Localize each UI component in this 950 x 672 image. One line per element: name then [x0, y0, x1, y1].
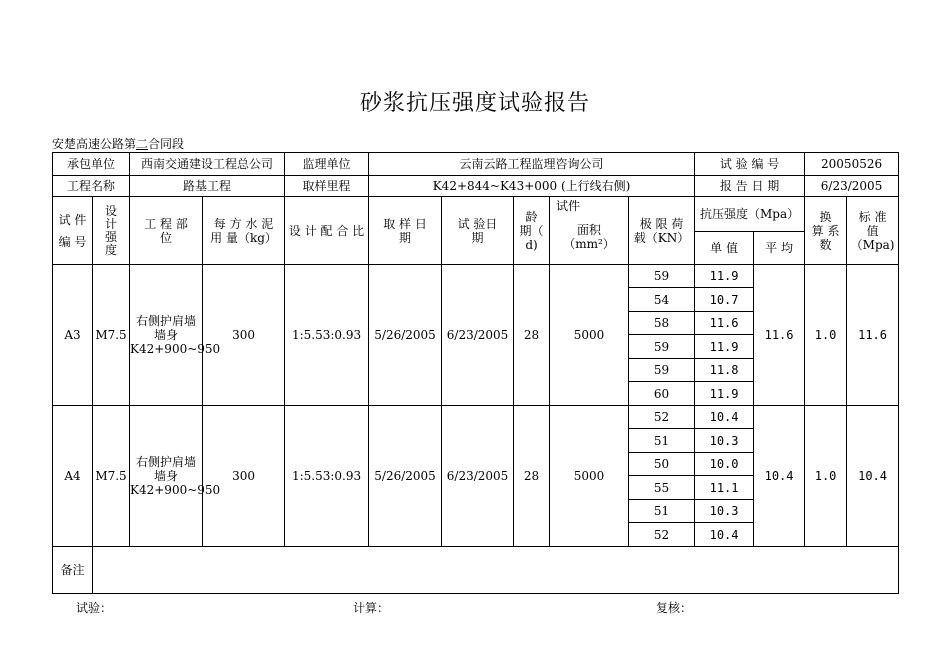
ultimate-load: 52 [629, 523, 695, 547]
strength-single: 10.7 [695, 288, 754, 312]
contract-section-number: 二 [136, 137, 149, 151]
single-value-header: 单 值 [695, 232, 754, 265]
strength-average: 10.4 [754, 406, 805, 547]
strength-single: 10.4 [695, 523, 754, 547]
area-header [550, 197, 629, 265]
mix-ratio-header: 设 计 配 合 比 [285, 197, 369, 265]
specimen-group-a3 [53, 265, 899, 406]
specimen-group-a4 [53, 406, 899, 547]
project-label: 工程名称 [53, 176, 130, 197]
test-date: 6/23/2005 [442, 406, 514, 547]
contractor-label: 承包单位 [53, 153, 130, 176]
info-row-2 [53, 176, 899, 197]
strength-single: 11.8 [695, 359, 754, 382]
supervisor-label: 监理单位 [285, 153, 369, 176]
cement-amount: 300 [203, 265, 285, 406]
report-table [52, 152, 899, 594]
remarks-row [53, 547, 899, 594]
table-row [53, 406, 899, 429]
ultimate-load: 59 [629, 359, 695, 382]
strength-single: 11.9 [695, 382, 754, 406]
test-date-header: 试 验日 期 [442, 197, 514, 265]
cement-amount: 300 [203, 406, 285, 547]
subtitle-suffix: 合同段 [148, 137, 185, 151]
standard-value: 11.6 [847, 265, 899, 406]
info-row-1 [53, 153, 899, 176]
strength-single: 11.9 [695, 335, 754, 359]
specimen-id: A4 [53, 406, 93, 547]
subtitle-prefix: 安楚高速公路第 [52, 137, 137, 151]
area-header-bottom: 面积 （mm²） [563, 223, 615, 251]
ultimate-load: 58 [629, 312, 695, 335]
strength-single: 10.3 [695, 429, 754, 453]
test-date: 6/23/2005 [442, 265, 514, 406]
design-grade: M7.5 [93, 265, 130, 406]
ultimate-load: 52 [629, 406, 695, 429]
header-row-1 [53, 197, 899, 232]
ultimate-load: 51 [629, 500, 695, 523]
test-no-value: 20050526 [805, 153, 899, 176]
cement-header: 每 方 水 泥 用 量（kg） [203, 197, 285, 265]
ultimate-load: 50 [629, 453, 695, 476]
strength-single: 11.6 [695, 312, 754, 335]
strength-single: 11.9 [695, 265, 754, 288]
specimen-no-header: 试 件 编 号 [53, 197, 93, 265]
factor-header: 换 算 系 数 [805, 197, 847, 265]
specimen-area: 5000 [550, 265, 629, 406]
standard-header: 标 准 值 （Mpa) [847, 197, 899, 265]
ultimate-load: 51 [629, 429, 695, 453]
chainage-label: 取样里程 [285, 176, 369, 197]
mix-ratio: 1:5.53:0.93 [285, 265, 369, 406]
ultimate-load: 54 [629, 288, 695, 312]
contract-section-label [52, 135, 184, 152]
report-title: 砂浆抗压强度试验报告 [359, 91, 590, 116]
location-header: 工 程 部 位 [130, 197, 203, 265]
area-header-top: 试件 [556, 199, 581, 213]
specimen-area: 5000 [550, 406, 629, 547]
reviewer-signature-label: 复核： [656, 601, 693, 615]
age-days: 28 [514, 406, 550, 547]
design-grade: M7.5 [93, 406, 130, 547]
strength-single: 10.4 [695, 406, 754, 429]
remarks-value [93, 547, 899, 594]
sample-date: 5/26/2005 [369, 406, 442, 547]
sample-date: 5/26/2005 [369, 265, 442, 406]
project-location: 右侧护肩墙 墙身 K42+900~950 [130, 406, 203, 547]
report-date-value: 6/23/2005 [805, 176, 899, 197]
sample-date-header: 取 样 日 期 [369, 197, 442, 265]
ultimate-load: 59 [629, 335, 695, 359]
tester-signature-label: 试验： [76, 601, 113, 615]
average-header: 平 均 [754, 232, 805, 265]
age-header: 龄 期（ d) [514, 197, 550, 265]
chainage-value: K42+844~K43+000 (上行线右侧) [369, 176, 695, 197]
age-days: 28 [514, 265, 550, 406]
strength-header: 抗压强度（Mpa） [695, 197, 805, 232]
strength-average: 11.6 [754, 265, 805, 406]
specimen-id: A3 [53, 265, 93, 406]
calculator-signature-label: 计算： [353, 601, 390, 615]
ultimate-load: 60 [629, 382, 695, 406]
contractor-value: 西南交通建设工程总公司 [130, 153, 285, 176]
project-value: 路基工程 [130, 176, 285, 197]
table-row [53, 265, 899, 288]
ultimate-load: 55 [629, 476, 695, 500]
remarks-label: 备注 [53, 547, 93, 594]
report-date-label: 报 告 日 期 [695, 176, 805, 197]
strength-single: 11.1 [695, 476, 754, 500]
strength-single: 10.0 [695, 453, 754, 476]
test-no-label: 试 验 编 号 [695, 153, 805, 176]
conversion-factor: 1.0 [805, 406, 847, 547]
project-location: 右侧护肩墙 墙身 K42+900~950 [130, 265, 203, 406]
supervisor-value: 云南云路工程监理咨询公司 [369, 153, 695, 176]
mix-ratio: 1:5.53:0.93 [285, 406, 369, 547]
standard-value: 10.4 [847, 406, 899, 547]
strength-single: 10.3 [695, 500, 754, 523]
ultimate-load: 59 [629, 265, 695, 288]
conversion-factor: 1.0 [805, 265, 847, 406]
load-header: 极 限 荷 载（KN） [629, 197, 695, 265]
design-strength-header: 设 计 强 度 [93, 197, 130, 265]
